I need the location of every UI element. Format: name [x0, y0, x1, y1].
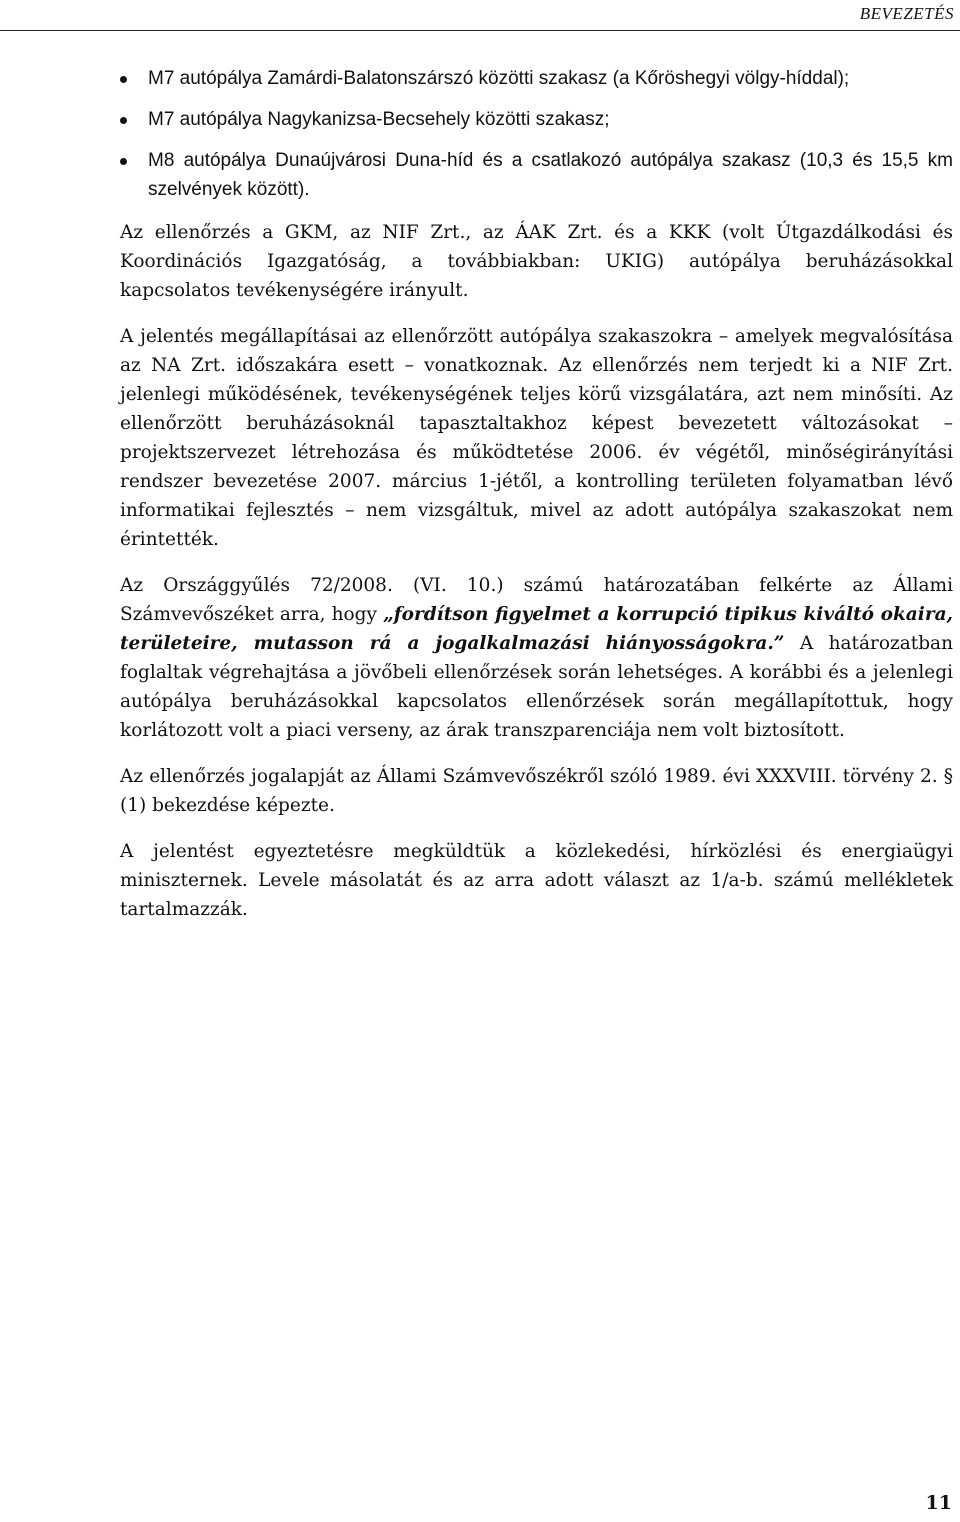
bullet-icon [120, 76, 127, 83]
resolution-quote: „fordítson figyelmet a korrupció tipikus kiváltó okaira, területeire, mutasson rá a jogalkalmazási hiányosságokra.” [120, 604, 953, 654]
page-header [0, 0, 960, 32]
paragraph-consultation: A jelentést egyeztetésre megküldtük a közlekedési, hírközlési és energiaügyi miniszternek. Levele másolatát és az arra adott választ az 1/a-b. számú mellékletek tartalmazzák. [120, 841, 953, 920]
running-header-title: BEVEZETÉS [859, 4, 954, 23]
paragraph-legal-basis: Az ellenőrzés jogalapját az Állami Számvevőszékről szóló 1989. évi XXXVIII. törvény 2. § (1) bekezdése képezte. [120, 766, 953, 816]
bullet-icon [120, 117, 127, 124]
list-item-text: M7 autópálya Nagykanizsa-Becsehely közötti szakasz; [148, 109, 610, 130]
bullet-list [120, 64, 953, 204]
list-item-text: M8 autópálya Dunaújvárosi Duna-híd és a csatlakozó autópálya szakasz (10,3 és 15,5 km szelvények között). [148, 150, 953, 200]
list-item [120, 105, 953, 134]
paragraph-parliament-resolution [120, 571, 953, 745]
paragraph-text: Az Országgyűlés 72/2008. (VI. 10.) számú határozatában felkérte az Állami Számvevőszéket arra, hogy [120, 575, 953, 625]
page-number: 11 [925, 1492, 952, 1514]
page-content [120, 64, 953, 941]
paragraph-findings: A jelentés megállapításai az ellenőrzött autópálya szakaszokra – amelyek megvalósítása az NA Zrt. időszakára esett – vonatkoznak. Az ellenőrzés nem terjedt ki a NIF Zrt. jelenlegi működésének, tevékenységének teljes körű vizsgálatára, azt nem minősíti. Az ellenőrzött beruházásoknál tapasztaltakhoz képest bevezetett változásokat – projektszervezet létrehozása és működtetése 2006. év végétől, minőségirányítási rendszer bevezetése 2007. március 1-jétől, a kontrolling területen folyamatban lévő informatikai fejlesztés – nem vizsgáltuk, mivel az adott autópálya szakaszokat nem érintették. [120, 326, 953, 550]
list-item-text: M7 autópálya Zamárdi-Balatonszárszó közötti szakasz (a Kőröshegyi völgy-híddal); [148, 68, 850, 89]
list-item [120, 64, 953, 93]
bullet-icon [120, 158, 127, 165]
header-rule [0, 30, 960, 31]
list-item [120, 146, 953, 204]
paragraph-text: A határozatban foglaltak végrehajtása a jövőbeli ellenőrzések során lehetséges. A korábbi és a jelenlegi autópálya beruházásokkal kapcsolatos ellenőrzések során megállapítottuk, hogy korlátozott volt a piaci verseny, az árak transzparenciája nem volt biztosított. [120, 633, 953, 741]
paragraph-scope: Az ellenőrzés a GKM, az NIF Zrt., az ÁAK Zrt. és a KKK (volt Útgazdálkodási és Koordinációs Igazgatóság, a továbbiakban: UKIG) autópálya beruházásokkal kapcsolatos tevékenységére irányult. [120, 222, 953, 301]
